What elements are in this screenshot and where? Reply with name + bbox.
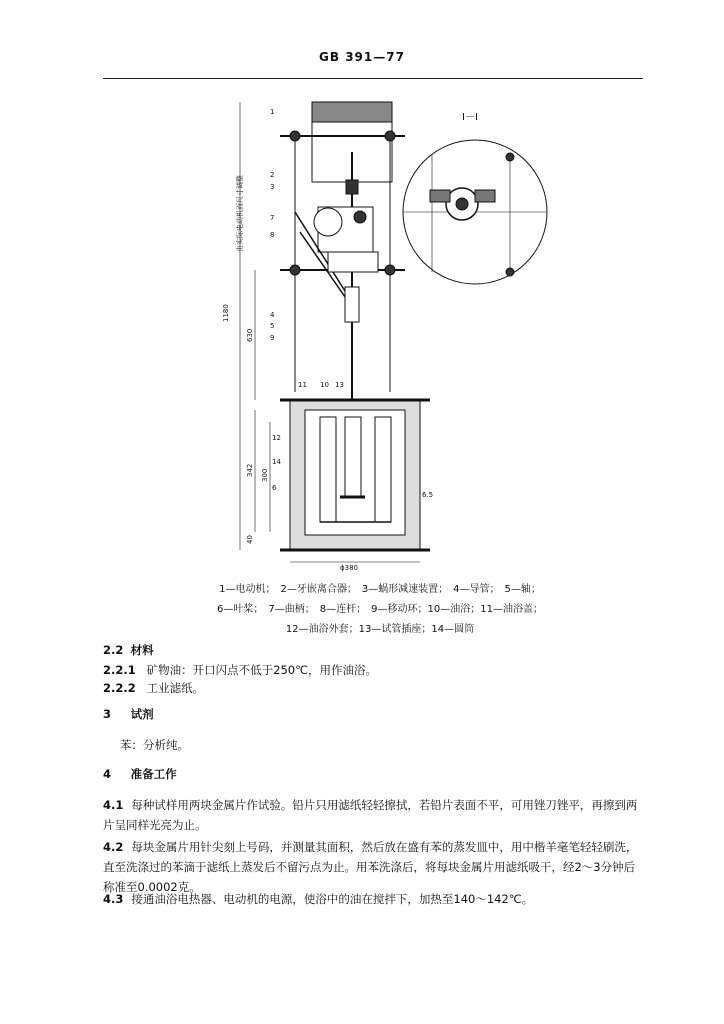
paragraph-text: 每块金属片用针尖刻上号码，并测量其面积，然后放在盛有苯的蒸发皿中，用中楷羊毫笔轻轻刷洗，直至洗涤过的苯滴于滤纸上蒸发后不留污点为止。用苯洗涤后，将每块金属片用滤纸吸干，经2～3分钟后称准至0.0002克。 — [103, 840, 638, 894]
callout-13: 13 — [335, 381, 344, 389]
apparatus-figure — [200, 92, 560, 572]
callout-5: 5 — [270, 322, 275, 330]
dim-upper: 630 — [246, 328, 254, 342]
section-number: 2.2.2 — [103, 681, 136, 695]
paragraph-number: 4.2 — [103, 840, 124, 854]
dim-diameter: ϕ380 — [340, 564, 358, 572]
section-label: I－I — [462, 112, 478, 123]
section-2-2-1 — [103, 660, 377, 680]
side-note: 由实际电动机而尺寸调整 — [236, 175, 244, 252]
section-3-body: 苯：分析纯。 — [120, 738, 189, 752]
section-number: 3 — [103, 707, 112, 721]
section-title: 材料 — [130, 643, 154, 657]
callout-2: 2 — [270, 171, 275, 179]
caption-line-1: 1—电动机； 2—牙嵌离合器； 3—蜗形减速装置； 4—导管； 5—轴； — [219, 584, 541, 595]
section-title: 试剂 — [130, 707, 154, 721]
section-2-2 — [103, 640, 154, 660]
caption-line-3: 12—油浴外套；13—试管插座；14—圆筒 — [285, 624, 475, 635]
section-text: 工业滤纸。 — [146, 681, 205, 695]
callout-9: 9 — [270, 334, 275, 342]
callout-10: 10 — [320, 381, 329, 389]
section-number: 2.2 — [103, 643, 124, 657]
dim-bottom: 40 — [246, 535, 254, 544]
header-rule — [103, 78, 643, 79]
callout-4: 4 — [270, 311, 275, 319]
caption-line-2: 6—叶桨； 7—曲柄； 8—连杆； 9—移动环；10—油浴；11—油浴盖； — [217, 604, 543, 615]
callout-14: 14 — [272, 458, 281, 466]
dim-bath: 342 — [246, 463, 254, 477]
dim-inner: 300 — [261, 468, 269, 482]
paragraph-4-3 — [103, 889, 643, 909]
page-header: GB 391—77 — [319, 50, 405, 64]
callout-7: 7 — [270, 214, 275, 222]
section-2-2-2 — [103, 678, 204, 698]
section-number: 2.2.1 — [103, 663, 136, 677]
section-text: 矿物油：开口闪点不低于250℃，用作油浴。 — [146, 663, 378, 677]
section-4 — [103, 764, 177, 784]
callout-6: 6 — [272, 484, 277, 492]
dim-side: 6.5 — [422, 491, 434, 499]
callout-11: 11 — [298, 381, 307, 389]
callout-1: 1 — [270, 108, 275, 116]
callout-3: 3 — [270, 183, 275, 191]
callout-12: 12 — [272, 434, 281, 442]
paragraph-4-1 — [103, 795, 643, 835]
section-number: 4 — [103, 767, 112, 781]
paragraph-4-2 — [103, 837, 643, 897]
callout-8: 8 — [270, 231, 275, 239]
section-3 — [103, 704, 154, 724]
paragraph-text: 接通油浴电热器、电动机的电源，使浴中的油在搅拌下，加热至140～142℃。 — [131, 892, 534, 906]
paragraph-number: 4.1 — [103, 798, 124, 812]
section-title: 准备工作 — [130, 767, 177, 781]
paragraph-text: 每种试样用两块金属片作试验。铅片只用滤纸轻轻擦拭，若铅片表面不平，可用锉刀锉平，再擦到两片呈同样光亮为止。 — [103, 798, 638, 832]
dim-total: 1180 — [222, 304, 230, 322]
paragraph-number: 4.3 — [103, 892, 124, 906]
